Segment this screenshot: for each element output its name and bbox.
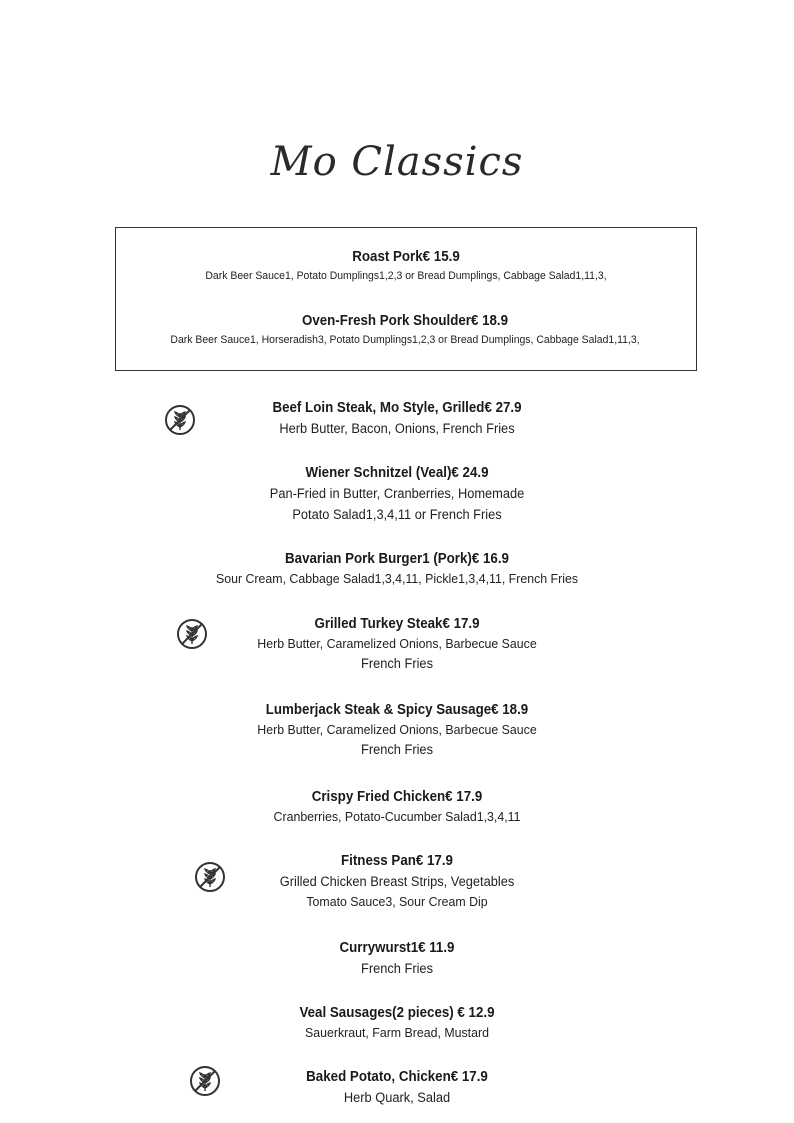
menu-item <box>0 615 794 674</box>
menu-item <box>0 464 794 525</box>
item-desc: Sauerkraut, Farm Bread, Mustard <box>305 1025 489 1040</box>
menu-item <box>0 550 794 588</box>
menu-item <box>0 1068 794 1108</box>
item-desc: Dark Beer Sauce1, Potato Dumplings1,2,3 or Bread Dumplings, Cabbage Salad1,11,3, <box>205 270 607 282</box>
menu-item <box>0 788 794 826</box>
item-name: Beef Loin Steak, Mo Style, Grilled€ 27.9 <box>272 400 522 416</box>
item-desc: Potato Salad1,3,4,11 or French Fries <box>292 507 502 522</box>
item-name: Fitness Pan€ 17.9 <box>341 853 453 869</box>
item-desc: Tomato Sauce3, Sour Cream Dip <box>306 894 488 909</box>
item-name: Wiener Schnitzel (Veal)€ 24.9 <box>305 465 489 481</box>
item-desc: Herb Butter, Caramelized Onions, Barbecue Sauce <box>257 636 537 651</box>
menu-item <box>116 248 696 285</box>
item-name: Roast Pork€ 15.9 <box>352 249 460 265</box>
featured-box <box>115 227 697 371</box>
menu-item <box>0 939 794 979</box>
item-name: Grilled Turkey Steak€ 17.9 <box>314 616 480 632</box>
menu-title: Mo Classics <box>270 139 524 185</box>
item-name: Veal Sausages(2 pieces) € 12.9 <box>299 1005 495 1021</box>
item-desc: Dark Beer Sauce1, Horseradish3, Potato Dumplings1,2,3 or Bread Dumplings, Cabbage Salad1,11,3, <box>170 334 640 346</box>
item-desc: Herb Quark, Salad <box>343 1090 451 1105</box>
item-desc: French Fries <box>361 656 433 671</box>
menu-item <box>0 701 794 760</box>
item-desc: Grilled Chicken Breast Strips, Vegetables <box>279 874 515 889</box>
item-desc: Herb Butter, Bacon, Onions, French Fries <box>279 421 515 436</box>
gluten-free-icon <box>164 404 196 436</box>
item-desc: Herb Butter, Caramelized Onions, Barbecue Sauce <box>257 722 537 737</box>
menu-item <box>0 852 794 911</box>
item-desc: French Fries <box>361 961 433 976</box>
menu-item <box>108 312 702 349</box>
item-desc: Sour Cream, Cabbage Salad1,3,4,11, Pickle1,3,4,11, French Fries <box>215 571 579 586</box>
item-desc: Cranberries, Potato-Cucumber Salad1,3,4,11 <box>273 809 521 824</box>
item-name: Crispy Fried Chicken€ 17.9 <box>311 789 483 805</box>
item-name: Baked Potato, Chicken€ 17.9 <box>306 1069 488 1085</box>
item-desc: French Fries <box>361 742 433 757</box>
menu-item <box>0 1004 794 1042</box>
item-name: Bavarian Pork Burger1 (Pork)€ 16.9 <box>285 551 509 567</box>
item-name: Oven-Fresh Pork Shoulder€ 18.9 <box>301 313 509 329</box>
gluten-free-icon <box>176 618 208 650</box>
item-name: Currywurst1€ 11.9 <box>339 940 455 956</box>
gluten-free-icon <box>194 861 226 893</box>
item-desc: Pan-Fried in Butter, Cranberries, Homemade <box>269 486 525 501</box>
item-name: Lumberjack Steak & Spicy Sausage€ 18.9 <box>265 702 529 718</box>
gluten-free-icon <box>189 1065 221 1097</box>
menu-item <box>0 399 794 439</box>
